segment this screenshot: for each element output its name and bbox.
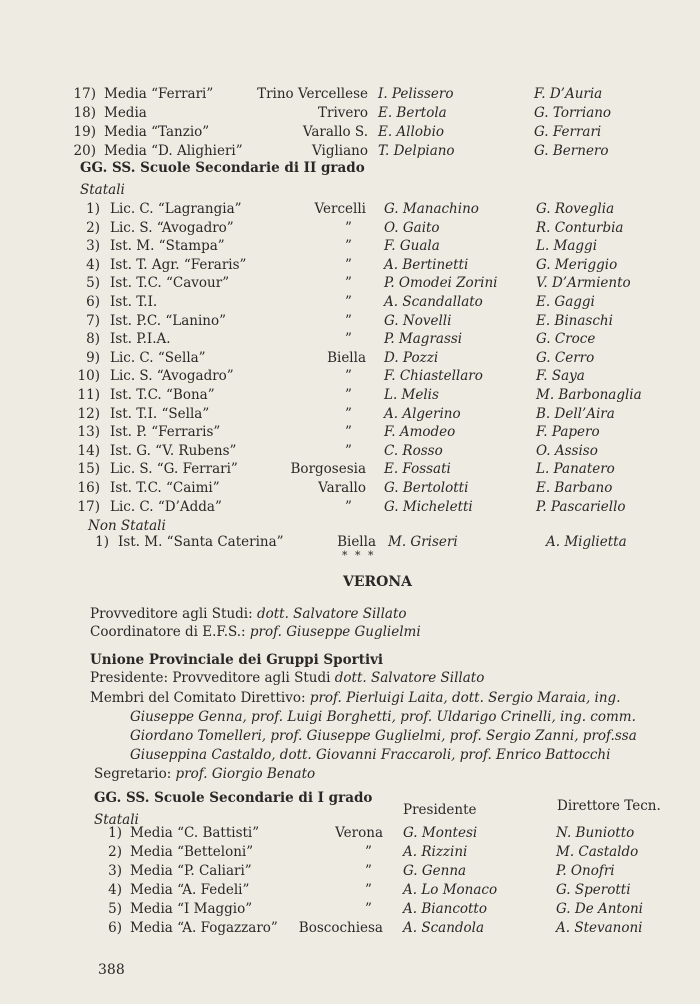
town: ” [345, 294, 352, 310]
table-row [0, 422, 700, 442]
school-name: Ist. G. “V. Rubens” [110, 442, 237, 459]
president-name: A. Algerino [384, 405, 461, 422]
section-title-ii-grado: GG. SS. Scuole Secondarie di II grado [80, 160, 365, 176]
school-name: Ist. M. “Santa Caterina” [118, 534, 284, 550]
director-name: F. Saya [536, 368, 585, 385]
table-row [0, 385, 700, 405]
statali-label-i-grado: Statali [94, 812, 139, 828]
town: ” [345, 219, 352, 236]
school-name: Lic. C. “D’Adda” [110, 498, 222, 515]
town: ” [345, 424, 352, 441]
director-name: A. Miglietta [546, 534, 627, 550]
table-row [0, 861, 700, 881]
director-name: B. Dell’Aira [536, 405, 615, 422]
president-name: F. Chiastellaro [384, 368, 483, 385]
president-name: G. Genna [403, 863, 467, 879]
row-number: 3) [108, 863, 122, 879]
column-header-presidente: Presidente [403, 802, 477, 818]
table-row [0, 199, 700, 219]
school-name: Ist. T.I. “Sella” [110, 405, 210, 422]
school-name: Lic. S. “Avogadro” [110, 368, 234, 385]
membri-label: Membri del Comitato Direttivo: [90, 690, 306, 706]
school-name: Ist. T.I. [110, 294, 158, 310]
president-name: P. Omodei Zorini [384, 275, 498, 292]
town: ” [345, 256, 352, 273]
row-number: 1) [95, 534, 109, 550]
town: ” [365, 863, 372, 879]
school-name: Media “A. Fedeli” [130, 882, 250, 898]
town: Verona [335, 825, 383, 841]
town: Biella [327, 349, 366, 366]
school-name: Media “Betteloni” [130, 844, 254, 860]
table-row [0, 918, 700, 938]
row-number: 5) [86, 275, 100, 292]
row-number: 17) [77, 498, 100, 515]
president-name: A. Scandola [403, 920, 485, 936]
table-row [0, 404, 700, 424]
director-name: E. Barbano [536, 480, 613, 496]
row-number: 13) [77, 424, 100, 441]
director-name: A. Stevanoni [556, 920, 643, 936]
director-name: O. Assiso [536, 442, 598, 459]
table-row [0, 103, 700, 123]
row-number: 15) [77, 461, 100, 478]
town: Vigliano [312, 143, 368, 159]
row-number: 4) [86, 256, 100, 273]
membri-text-1: prof. Pierluigi Laita, dott. Sergio Maraia, ing. [309, 690, 621, 706]
row-number: 8) [86, 331, 100, 348]
president-name: F. Guala [384, 238, 440, 255]
table-row [0, 459, 700, 479]
table-row [0, 329, 700, 349]
town: Trino Vercellese [257, 86, 368, 102]
row-number: 6) [108, 920, 122, 936]
table-row [0, 880, 700, 900]
school-name: Media “C. Battisti” [130, 825, 260, 841]
table-row [0, 84, 700, 104]
town: ” [345, 238, 352, 255]
segretario-label: Segretario: [94, 766, 172, 782]
table-row [0, 441, 700, 461]
town: ” [345, 275, 352, 292]
town: Vercelli [314, 201, 366, 217]
town: ” [345, 312, 352, 329]
town: Biella [337, 534, 376, 550]
provveditore-value: dott. Salvatore Sillato [256, 606, 407, 622]
table-row [0, 292, 700, 312]
row-number: 1) [86, 201, 100, 217]
table-row [0, 311, 700, 331]
director-name: R. Conturbia [536, 219, 624, 236]
president-name: M. Griseri [388, 534, 458, 550]
school-name: Media “P. Caliari” [130, 863, 252, 879]
table-row [0, 497, 700, 517]
provveditore-line [90, 606, 407, 622]
row-number: 2) [108, 844, 122, 860]
coordinatore-value: prof. Giuseppe Guglielmi [249, 624, 421, 640]
town: ” [345, 498, 352, 515]
town: ” [345, 442, 352, 459]
president-name: G. Micheletti [384, 498, 473, 515]
director-name: G. Bernero [534, 143, 609, 159]
school-name: Media [104, 105, 147, 121]
row-number: 20) [73, 143, 96, 159]
table-row [0, 842, 700, 862]
separator-stars: * * * [342, 549, 376, 562]
membri-line-1 [90, 690, 620, 706]
town: ” [345, 405, 352, 422]
president-name: G. Novelli [384, 312, 452, 329]
school-name: Ist. P. “Ferraris” [110, 424, 221, 441]
director-name: V. D’Armiento [536, 275, 631, 292]
president-name: L. Melis [384, 387, 439, 403]
presidente-label: Presidente: Provveditore agli Studi [90, 670, 331, 686]
page-number: 388 [98, 962, 125, 978]
president-name: F. Amodeo [384, 424, 456, 441]
row-number: 7) [86, 312, 100, 329]
director-name: M. Barbonaglia [536, 387, 642, 403]
table-row [0, 122, 700, 142]
school-name: Lic. S. “Avogadro” [110, 219, 234, 236]
town: Varallo [318, 480, 366, 496]
director-name: G. Cerro [536, 349, 595, 366]
statali-label: Statali [80, 182, 125, 198]
row-number: 18) [73, 105, 96, 121]
town: Varallo S. [302, 124, 368, 140]
president-name: A. Rizzini [403, 844, 468, 860]
table-row [0, 141, 700, 161]
coordinatore-line [90, 624, 421, 640]
town: Borgosesia [290, 461, 366, 478]
director-name: G. De Antoni [556, 901, 643, 917]
president-name: E. Bertola [378, 105, 447, 121]
town: Trivero [318, 105, 368, 121]
director-name: L. Panatero [536, 461, 615, 478]
director-name: G. Ferrari [534, 124, 602, 140]
column-header-direttore: Direttore Tecn. [557, 798, 661, 814]
president-name: A. Biancotto [403, 901, 487, 917]
table-row [0, 366, 700, 386]
director-name: G. Sperotti [556, 882, 631, 898]
union-title: Unione Provinciale dei Gruppi Sportivi [90, 652, 384, 668]
row-number: 3) [86, 238, 100, 255]
section-title-i-grado: GG. SS. Scuole Secondarie di I grado [94, 790, 373, 806]
director-name: F. Papero [536, 424, 600, 441]
president-name: P. Magrassi [384, 331, 463, 348]
row-number: 19) [73, 124, 96, 140]
director-name: P. Pascariello [536, 498, 626, 515]
table-row [0, 236, 700, 256]
president-name: A. Lo Monaco [403, 882, 498, 898]
town: ” [365, 844, 372, 860]
row-number: 2) [86, 219, 100, 236]
row-number: 16) [77, 480, 100, 496]
school-name: Lic. S. “G. Ferrari” [110, 461, 238, 478]
school-name: Media “Tanzio” [104, 124, 210, 140]
row-number: 12) [77, 405, 100, 422]
segretario-line [94, 766, 315, 782]
non-statali-label: Non Statali [88, 518, 166, 534]
director-name: G. Torriano [534, 105, 612, 121]
town: ” [345, 387, 352, 403]
school-name: Media “Ferrari” [104, 86, 214, 102]
school-name: Ist. P.I.A. [110, 331, 171, 348]
presidente-value: dott. Salvatore Sillato [334, 670, 485, 686]
row-number: 9) [86, 349, 100, 366]
school-name: Ist. P.C. “Lanino” [110, 312, 226, 329]
school-name: Ist. M. “Stampa” [110, 238, 225, 255]
school-name: Ist. T. Agr. “Feraris” [110, 256, 247, 273]
director-name: G. Meriggio [536, 256, 618, 273]
table-row [0, 478, 700, 498]
coordinatore-label: Coordinatore di E.F.S.: [90, 624, 246, 640]
director-name: P. Onofri [556, 863, 615, 879]
director-name: E. Binaschi [536, 312, 613, 329]
row-number: 5) [108, 901, 122, 917]
president-name: G. Bertolotti [384, 480, 469, 496]
school-name: Media “D. Alighieri” [104, 143, 243, 159]
table-row [0, 255, 700, 275]
school-name: Media “A. Fogazzaro” [130, 920, 278, 936]
row-number: 4) [108, 882, 122, 898]
president-name: I. Pelissero [378, 86, 454, 102]
table-row [0, 348, 700, 368]
director-name: G. Roveglia [536, 201, 615, 217]
school-name: Lic. C. “Lagrangia” [110, 201, 242, 217]
school-name: Ist. T.C. “Caimi” [110, 480, 220, 496]
membri-line-2: Giuseppe Genna, prof. Luigi Borghetti, prof. Uldarigo Crinelli, ing. comm. [130, 709, 636, 725]
town: ” [345, 368, 352, 385]
town: ” [365, 901, 372, 917]
president-name: T. Delpiano [378, 143, 455, 159]
president-name: D. Pozzi [384, 349, 439, 366]
president-name: G. Montesi [403, 825, 478, 841]
table-row [0, 218, 700, 238]
presidente-line [90, 670, 484, 686]
school-name: Lic. C. “Sella” [110, 349, 206, 366]
director-name: E. Gaggi [536, 294, 595, 310]
table-row [0, 823, 700, 843]
membri-line-4: Giuseppina Castaldo, dott. Giovanni Fraccaroli, prof. Enrico Battocchi [130, 747, 611, 763]
row-number: 14) [77, 442, 100, 459]
president-name: G. Manachino [384, 201, 479, 217]
president-name: O. Gaito [384, 219, 440, 236]
director-name: L. Maggi [536, 238, 598, 255]
school-name: Ist. T.C. “Bona” [110, 387, 215, 403]
president-name: E. Allobio [378, 124, 445, 140]
verona-title: VERONA [343, 574, 413, 590]
president-name: E. Fossati [384, 461, 451, 478]
town: ” [365, 882, 372, 898]
school-name: Media “I Maggio” [130, 901, 253, 917]
director-name: G. Croce [536, 331, 596, 348]
president-name: A. Scandallato [384, 294, 483, 310]
row-number: 6) [86, 294, 100, 310]
school-name: Ist. T.C. “Cavour” [110, 275, 230, 292]
table-row [0, 273, 700, 293]
row-number: 10) [77, 368, 100, 385]
director-name: M. Castaldo [556, 844, 639, 860]
provveditore-label: Provveditore agli Studi: [90, 606, 253, 622]
president-name: C. Rosso [384, 442, 443, 459]
director-name: F. D’Auria [534, 86, 603, 102]
row-number: 11) [77, 387, 100, 403]
director-name: N. Buniotto [556, 825, 635, 841]
table-row [0, 899, 700, 919]
segretario-value: prof. Giorgio Benato [175, 766, 316, 782]
row-number: 17) [73, 86, 96, 102]
membri-line-3: Giordano Tomelleri, prof. Giuseppe Guglielmi, prof. Sergio Zanni, prof.ssa [130, 728, 637, 744]
president-name: A. Bertinetti [384, 256, 469, 273]
town: ” [345, 331, 352, 348]
row-number: 1) [108, 825, 122, 841]
town: Boscochiesa [298, 920, 383, 936]
